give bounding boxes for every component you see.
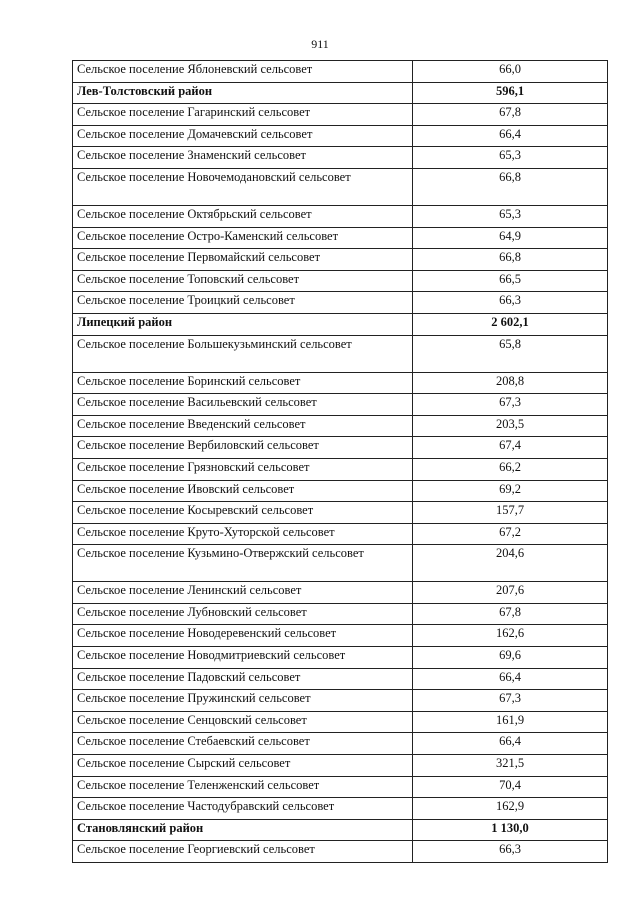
settlement-name-cell: Сельское поселение Косыревский сельсовет [73,502,413,524]
district-name-cell: Лев-Толстовский район [73,82,413,104]
table-row [73,394,608,416]
table-row [73,582,608,604]
table-row [73,647,608,669]
settlement-value-cell: 321,5 [413,755,608,777]
settlement-value-cell: 64,9 [413,227,608,249]
district-value-cell: 2 602,1 [413,313,608,335]
table-row [73,437,608,459]
settlement-name-cell: Сельское поселение Лубновский сельсовет [73,603,413,625]
settlement-value-cell: 66,3 [413,841,608,863]
settlement-value-cell: 65,8 [413,335,608,372]
settlement-name-cell: Сельское поселение Георгиевский сельсовет [73,841,413,863]
settlement-name-cell: Сельское поселение Пружинский сельсовет [73,690,413,712]
settlement-name-cell: Сельское поселение Сырский сельсовет [73,755,413,777]
table-row [73,625,608,647]
district-name-cell: Становлянский район [73,819,413,841]
settlement-name-cell: Сельское поселение Первомайский сельсовет [73,249,413,271]
settlement-value-cell: 67,4 [413,437,608,459]
settlement-name-cell: Сельское поселение Ленинский сельсовет [73,582,413,604]
settlement-name-cell: Сельское поселение Остро-Каменский сельсовет [73,227,413,249]
table-row [73,841,608,863]
table-row [73,168,608,205]
settlement-value-cell: 69,2 [413,480,608,502]
table-row [73,776,608,798]
table-row [73,227,608,249]
table-row [73,104,608,126]
settlement-value-cell: 67,3 [413,394,608,416]
district-row [73,82,608,104]
table-row [73,502,608,524]
district-value-cell: 596,1 [413,82,608,104]
settlement-value-cell: 162,6 [413,625,608,647]
settlement-name-cell: Сельское поселение Знаменский сельсовет [73,147,413,169]
settlement-value-cell: 207,6 [413,582,608,604]
table-row [73,147,608,169]
table-row [73,335,608,372]
settlement-name-cell: Сельское поселение Новочемодановский сельсовет [73,168,413,205]
settlement-value-cell: 203,5 [413,415,608,437]
settlement-value-cell: 67,3 [413,690,608,712]
settlement-value-cell: 208,8 [413,372,608,394]
settlement-value-cell: 65,3 [413,205,608,227]
settlement-value-cell: 66,4 [413,668,608,690]
settlement-name-cell: Сельское поселение Грязновский сельсовет [73,458,413,480]
settlement-name-cell: Сельское поселение Ивовский сельсовет [73,480,413,502]
district-row [73,313,608,335]
settlement-value-cell: 69,6 [413,647,608,669]
table-row [73,668,608,690]
settlement-name-cell: Сельское поселение Теленженский сельсовет [73,776,413,798]
settlement-name-cell: Сельское поселение Гагаринский сельсовет [73,104,413,126]
settlement-value-cell: 67,8 [413,603,608,625]
settlement-name-cell: Сельское поселение Новодеревенский сельсовет [73,625,413,647]
settlement-value-cell: 65,3 [413,147,608,169]
settlement-value-cell: 157,7 [413,502,608,524]
settlement-name-cell: Сельское поселение Частодубравский сельсовет [73,798,413,820]
settlement-value-cell: 67,8 [413,104,608,126]
table-row [73,798,608,820]
settlement-value-cell: 162,9 [413,798,608,820]
table-row [73,249,608,271]
table-row [73,755,608,777]
settlement-value-cell: 66,8 [413,168,608,205]
table-row [73,292,608,314]
settlement-name-cell: Сельское поселение Стебаевский сельсовет [73,733,413,755]
settlement-value-cell: 66,4 [413,125,608,147]
settlement-value-cell: 67,2 [413,523,608,545]
page-number: 911 [311,37,329,51]
settlement-name-cell: Сельское поселение Топовский сельсовет [73,270,413,292]
settlement-name-cell: Сельское поселение Октябрьский сельсовет [73,205,413,227]
settlement-value-cell: 204,6 [413,545,608,582]
district-row [73,819,608,841]
data-table [72,60,608,863]
settlement-name-cell: Сельское поселение Домачевский сельсовет [73,125,413,147]
settlement-value-cell: 70,4 [413,776,608,798]
settlement-name-cell: Сельское поселение Яблоневский сельсовет [73,61,413,83]
table-row [73,125,608,147]
settlement-name-cell: Сельское поселение Троицкий сельсовет [73,292,413,314]
settlement-value-cell: 66,2 [413,458,608,480]
table-row [73,270,608,292]
settlement-value-cell: 66,8 [413,249,608,271]
table-body [73,61,608,863]
district-value-cell: 1 130,0 [413,819,608,841]
table-row [73,480,608,502]
table-row [73,711,608,733]
settlement-name-cell: Сельское поселение Введенский сельсовет [73,415,413,437]
settlement-name-cell: Сельское поселение Боринский сельсовет [73,372,413,394]
settlement-value-cell: 66,4 [413,733,608,755]
district-name-cell: Липецкий район [73,313,413,335]
table-row [73,523,608,545]
settlement-name-cell: Сельское поселение Васильевский сельсовет [73,394,413,416]
settlement-name-cell: Сельское поселение Сенцовский сельсовет [73,711,413,733]
table-row [73,545,608,582]
settlement-name-cell: Сельское поселение Вербиловский сельсовет [73,437,413,459]
table-row [73,415,608,437]
settlement-name-cell: Сельское поселение Кузьмино-Отвержский сельсовет [73,545,413,582]
table-row [73,205,608,227]
settlement-name-cell: Сельское поселение Круто-Хуторской сельсовет [73,523,413,545]
settlement-value-cell: 66,5 [413,270,608,292]
settlement-name-cell: Сельское поселение Новодмитриевский сельсовет [73,647,413,669]
settlement-value-cell: 66,0 [413,61,608,83]
settlement-name-cell: Сельское поселение Большекузьминский сельсовет [73,335,413,372]
table-row [73,733,608,755]
table-row [73,458,608,480]
settlement-value-cell: 161,9 [413,711,608,733]
table-row [73,372,608,394]
settlement-value-cell: 66,3 [413,292,608,314]
settlement-name-cell: Сельское поселение Падовский сельсовет [73,668,413,690]
table-row [73,690,608,712]
table-row [73,603,608,625]
table-row [73,61,608,83]
